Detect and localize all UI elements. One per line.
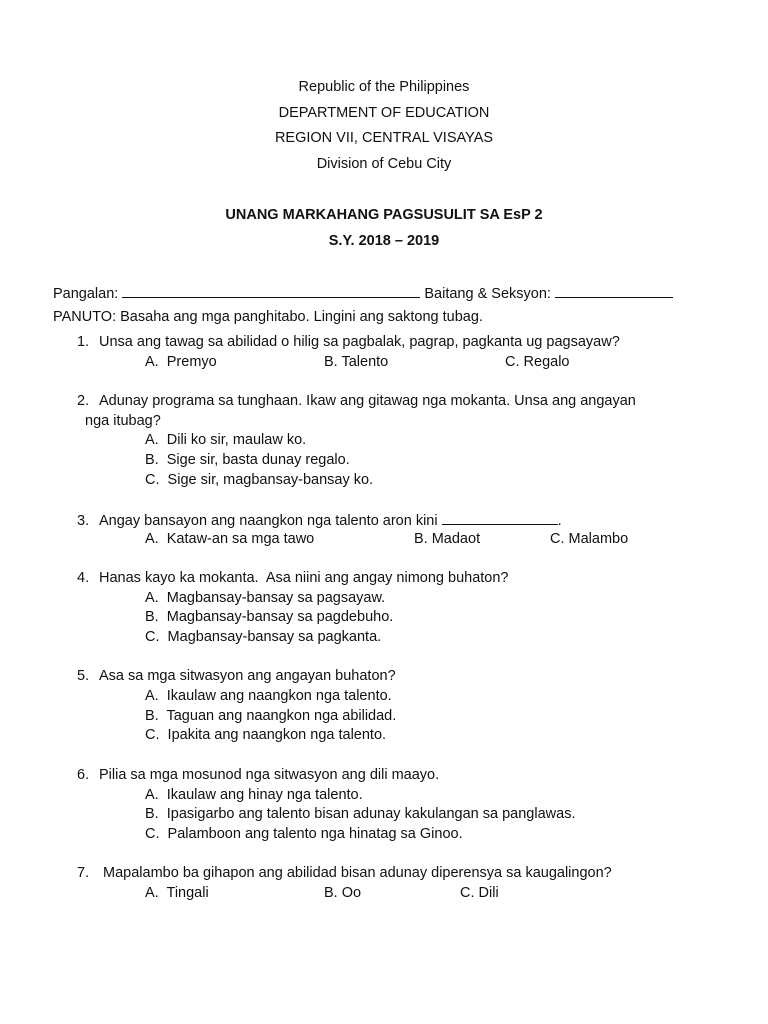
option-c[interactable]: C. Ipakita ang naangkon nga talento.: [145, 727, 387, 743]
exam-title: UNANG MARKAHANG PAGSUSULIT SA EsP 2: [225, 207, 543, 223]
header-department: DEPARTMENT OF EDUCATION: [278, 105, 490, 121]
option-b[interactable]: B. Taguan ang naangkon nga abilidad.: [145, 708, 397, 724]
answer-blank[interactable]: [442, 511, 558, 525]
grade-section-label: Baitang & Seksyon:: [424, 286, 551, 302]
header-republic: Republic of the Philippines: [298, 79, 470, 95]
question-number: 2.: [77, 393, 90, 409]
question-text: Unsa ang tawag sa abilidad o hilig sa pagbalak, pagrap, pagkanta ug pagsayaw?: [99, 334, 620, 350]
option-a[interactable]: A. Tingali: [145, 885, 209, 901]
question-7: [77, 865, 612, 881]
option-c[interactable]: C. Magbansay-bansay sa pagkanta.: [145, 629, 382, 645]
option-b[interactable]: B. Sige sir, basta dunay regalo.: [145, 452, 350, 468]
name-row: [53, 284, 673, 302]
option-a[interactable]: A. Ikaulaw ang hinay nga talento.: [145, 787, 363, 803]
option-c[interactable]: C. Regalo: [505, 354, 570, 370]
question-2: [77, 393, 636, 409]
option-b[interactable]: B. Magbansay-bansay sa pagdebuho.: [145, 609, 394, 625]
name-label: Pangalan:: [53, 286, 119, 302]
option-a[interactable]: A. Ikaulaw ang naangkon nga talento.: [145, 688, 392, 704]
option-b[interactable]: B. Oo: [324, 885, 362, 901]
option-a[interactable]: A. Magbansay-bansay sa pagsayaw.: [145, 590, 386, 606]
question-text-end: .: [557, 513, 562, 529]
question-number: 3.: [77, 513, 90, 529]
option-c[interactable]: C. Dili: [460, 885, 499, 901]
header-region: REGION VII, CENTRAL VISAYAS: [274, 130, 494, 146]
option-a[interactable]: A. Premyo: [145, 354, 217, 370]
question-text: Angay bansayon ang naangkon nga talento aron kini: [99, 513, 438, 529]
name-blank[interactable]: [122, 284, 420, 298]
question-text: Pilia sa mga mosunod nga sitwasyon ang dili maayo.: [99, 767, 440, 783]
option-b[interactable]: B. Madaot: [414, 531, 481, 547]
option-b[interactable]: B. Talento: [324, 354, 389, 370]
question-number: 4.: [77, 570, 90, 586]
question-number: 6.: [77, 767, 90, 783]
question-number: 5.: [77, 668, 90, 684]
option-a[interactable]: A. Kataw-an sa mga tawo: [145, 531, 315, 547]
option-a[interactable]: A. Dili ko sir, maulaw ko.: [145, 432, 307, 448]
header-division: Division of Cebu City: [316, 156, 452, 172]
question-text: Adunay programa sa tunghaan. Ikaw ang gitawag nga mokanta. Unsa ang angayan: [99, 393, 636, 409]
question-number: 1.: [77, 334, 90, 350]
instructions: PANUTO: Basaha ang mga panghitabo. Lingini ang saktong tubag.: [53, 309, 483, 325]
question-text: Asa sa mga sitwasyon ang angayan buhaton?: [99, 668, 396, 684]
question-1: [77, 334, 620, 350]
option-c[interactable]: C. Palamboon ang talento nga hinatag sa Ginoo.: [145, 826, 463, 842]
question-5: [77, 668, 396, 684]
question-text: Mapalambo ba gihapon ang abilidad bisan adunay diperensya sa kaugalingon?: [99, 865, 612, 881]
question-3: [77, 511, 562, 529]
question-6: [77, 767, 439, 783]
question-text: Hanas kayo ka mokanta. Asa niini ang angay nimong buhaton?: [99, 570, 509, 586]
school-year: S.Y. 2018 – 2019: [328, 233, 440, 249]
option-c[interactable]: C. Sige sir, magbansay-bansay ko.: [145, 472, 374, 488]
grade-section-blank[interactable]: [555, 284, 673, 298]
option-b[interactable]: B. Ipasigarbo ang talento bisan adunay kakulangan sa panglawas.: [145, 806, 576, 822]
question-number: 7.: [77, 865, 90, 881]
option-c[interactable]: C. Malambo: [550, 531, 629, 547]
question-4: [77, 570, 509, 586]
question-text-continued: nga itubag?: [85, 413, 161, 429]
